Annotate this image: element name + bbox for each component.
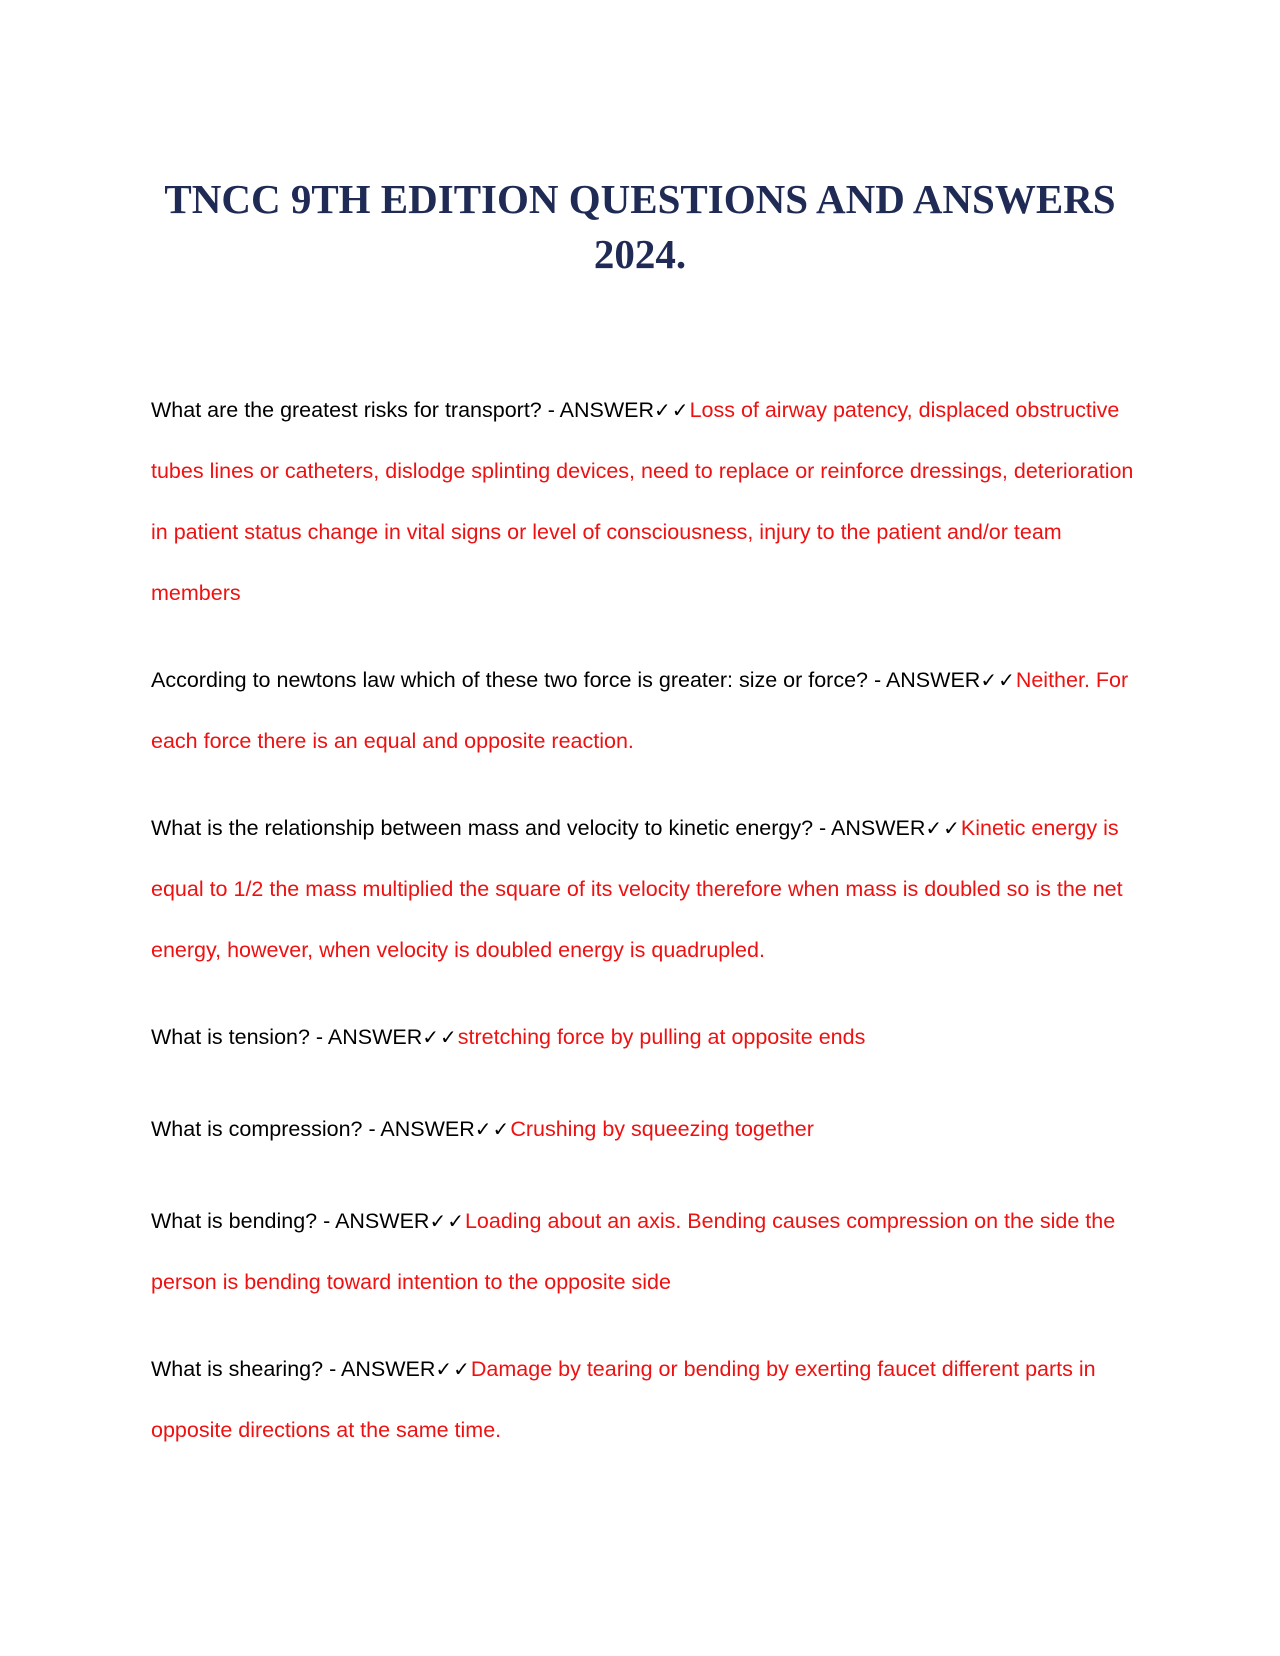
question-text: What is tension? (151, 1025, 310, 1049)
answer-text: Loss of airway patency, displaced obstructive tubes lines or catheters, dislodge splinting devices, need to replace or reinforce dressings, deterioration in patient status change in vital signs or level of consciousness, injury to the patient and/or team members (151, 398, 1134, 605)
double-check-icon: ✓✓ (435, 1357, 471, 1381)
separator: - (309, 1025, 328, 1049)
qa-item-kinetic-energy (151, 798, 1136, 981)
question-text: What is shearing? (151, 1357, 324, 1381)
double-check-icon: ✓✓ (422, 1025, 458, 1049)
qa-list (151, 380, 1136, 1487)
qa-item-shearing (151, 1339, 1136, 1461)
answer-marker: ANSWER (327, 1025, 423, 1049)
question-text: What is bending? (151, 1209, 318, 1233)
answer-marker: ANSWER (335, 1209, 430, 1233)
question-text: What are the greatest risks for transport? (151, 398, 542, 422)
qa-item-tension (151, 1007, 1136, 1068)
answer-marker: ANSWER (885, 668, 981, 692)
qa-item-newtons-law (151, 650, 1136, 772)
double-check-icon: ✓✓ (925, 816, 961, 840)
question-text: What is the relationship between mass and velocity to kinetic energy? (151, 816, 814, 840)
double-check-icon: ✓✓ (654, 398, 690, 422)
separator: - (541, 398, 560, 422)
answer-text: Damage by tearing or bending by exerting faucet different parts in opposite directions at the same time. (151, 1357, 1096, 1442)
separator: - (323, 1357, 342, 1381)
double-check-icon: ✓✓ (474, 1117, 511, 1141)
question-text: According to newtons law which of these two force is greater: size or force? (151, 668, 869, 692)
separator: - (317, 1209, 336, 1233)
double-check-icon: ✓✓ (429, 1209, 465, 1233)
title-line-1: TNCC 9TH EDITION QUESTIONS AND ANSWERS (164, 176, 1116, 222)
separator: - (362, 1117, 381, 1141)
double-check-icon: ✓✓ (980, 668, 1016, 692)
answer-text: stretching force by pulling at opposite ends (457, 1025, 866, 1049)
qa-item-transport-risks (151, 380, 1136, 624)
answer-marker: ANSWER (380, 1117, 475, 1141)
title-line-2: 2024. (593, 231, 687, 277)
answer-text: Kinetic energy is equal to 1/2 the mass multiplied the square of its velocity therefore when mass is doubled so is the net energy, however, when velocity is doubled energy is quadrupled. (151, 816, 1123, 962)
qa-item-compression (151, 1099, 1136, 1160)
separator: - (868, 668, 886, 692)
document-title (100, 172, 1180, 282)
answer-text: Crushing by squeezing together (510, 1117, 814, 1141)
question-text: What is compression? (151, 1117, 363, 1141)
answer-text: Loading about an axis. Bending causes compression on the side the person is bending toward intention to the opposite side (151, 1209, 1116, 1294)
answer-marker: ANSWER (341, 1357, 436, 1381)
answer-text: Neither. For each force there is an equal and opposite reaction. (151, 668, 1129, 753)
qa-item-bending (151, 1191, 1136, 1313)
answer-marker: ANSWER (831, 816, 926, 840)
separator: - (813, 816, 831, 840)
answer-marker: ANSWER (559, 398, 655, 422)
